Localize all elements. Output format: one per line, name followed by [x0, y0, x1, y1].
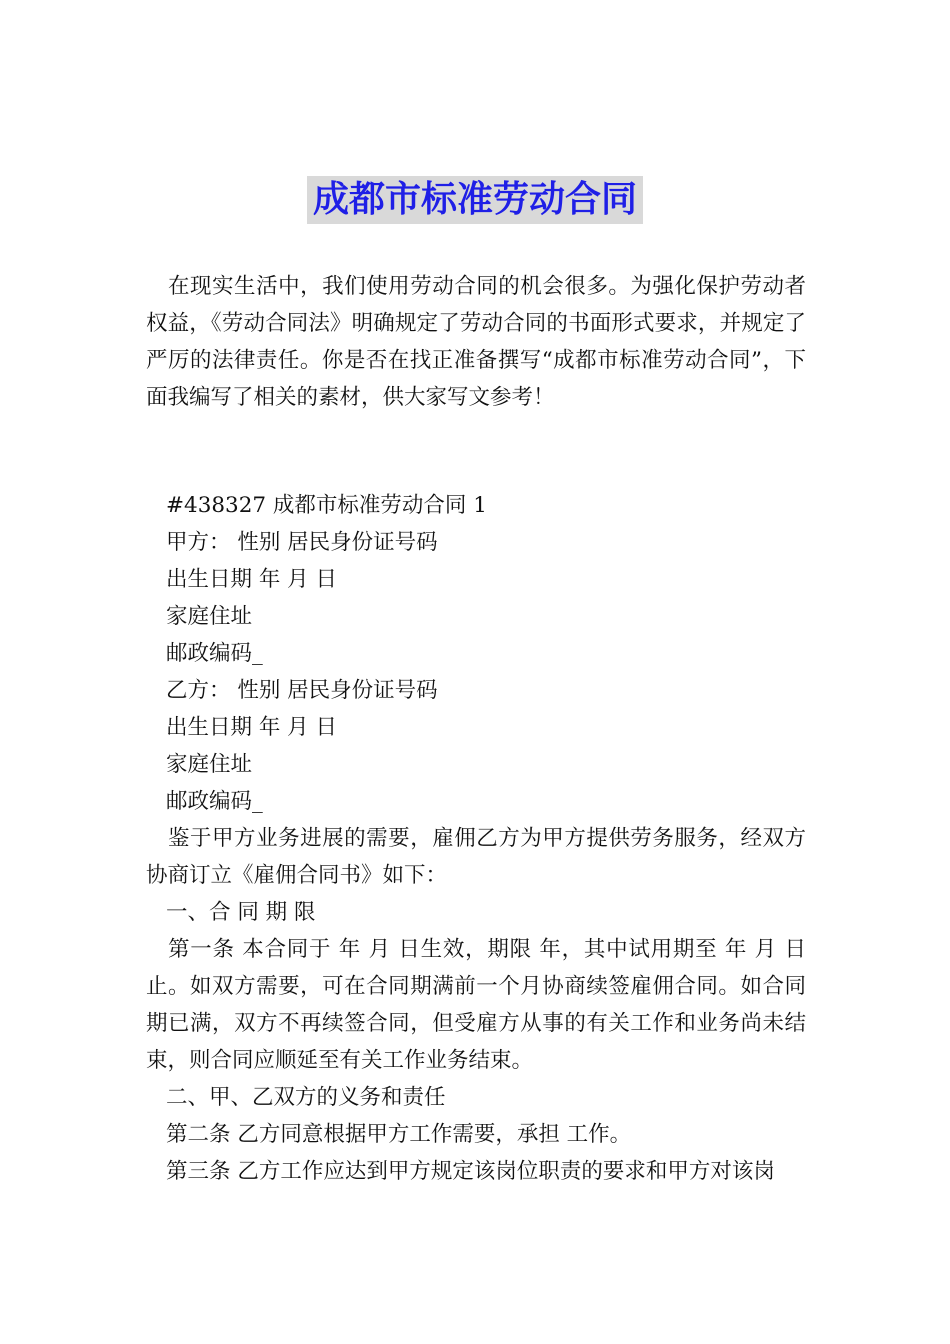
intro-paragraph: 在现实生活中，我们使用劳动合同的机会很多。为强化保护劳动者权益，《劳动合同法》明确规定了劳动合同的书面形式要求，并规定了严厉的法律责任。你是否在找正准备撰写“成都市标准劳动合同”，下面我编写了相关的素材，供大家写文参考！ [146, 274, 806, 410]
article-2-paragraph: 第二条 乙方同意根据甲方工作需要，承担 工作。 [166, 1122, 632, 1147]
party-b-line-3: 家庭住址 [166, 752, 253, 777]
chapter-1-heading: 一、合 同 期 限 [166, 900, 316, 925]
document-title: 成都市标准劳动合同 [307, 176, 643, 224]
chapter-2-heading: 二、甲、乙双方的义务和责任 [166, 1085, 446, 1110]
contract-content [146, 487, 806, 1190]
party-a-line-1: 甲方： 性别 居民身份证号码 [166, 530, 438, 555]
preamble-paragraph: 鉴于甲方业务进展的需要，雇佣乙方为甲方提供劳务服务，经双方协商订立《雇佣合同书》如下： [146, 826, 806, 888]
party-a-line-4: 邮政编码_ [166, 641, 263, 666]
party-a-line-2: 出生日期 年 月 日 [166, 567, 338, 592]
title-container [0, 176, 950, 224]
party-b-line-1: 乙方： 性别 居民身份证号码 [166, 678, 438, 703]
article-1-paragraph: 第一条 本合同于 年 月 日生效，期限 年，其中试用期至 年 月 日止。如双方需要，可在合同期满前一个月协商续签雇佣合同。如合同期已满，双方不再续签合同，但受雇方从事的有关工作和业务尚未结束，则合同应顺延至有关工作业务结束。 [146, 937, 806, 1073]
article-3-paragraph: 第三条 乙方工作应达到甲方规定该岗位职责的要求和甲方对该岗 [166, 1159, 775, 1184]
party-b-line-2: 出生日期 年 月 日 [166, 715, 338, 740]
party-b-line-4: 邮政编码_ [166, 789, 263, 814]
party-a-line-3: 家庭住址 [166, 604, 253, 629]
section-heading: #438327 成都市标准劳动合同 1 [166, 493, 487, 518]
